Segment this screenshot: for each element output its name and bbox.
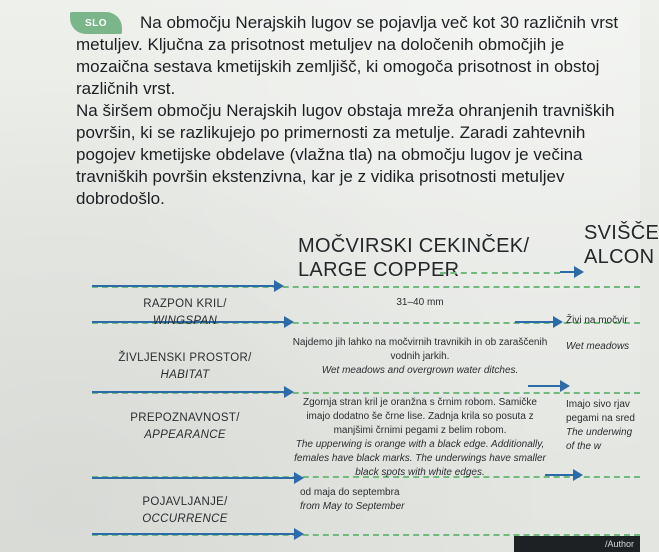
arrow-icon [92, 533, 302, 535]
author-credit: /Author [514, 536, 640, 552]
arrow-icon [560, 271, 582, 273]
arrow-icon [545, 474, 581, 476]
row-label-habitat: ŽIVLJENSKI PROSTOR/ HABITAT [118, 352, 252, 381]
intro-paragraph-1: Na območju Nerajskih lugov se pojavlja več kot 30 različnih vrst metuljev. Ključna za prisotnost metuljev na določenih območjih je mozaična sestava kmetijskih zemljišč, ki omogoča prisotnost in obstoj različnih vrst. [76, 13, 619, 98]
cell-wingspan-large-copper: 31–40 mm [396, 297, 444, 308]
arrow-icon [92, 477, 302, 479]
row-label-wingspan: RAZPON KRIL/ WINGSPAN [143, 298, 227, 327]
species-name-line1: SVIŠČE [584, 222, 659, 244]
species-header-large-copper [298, 234, 529, 282]
species-name-line1: MOČVIRSKI CEKINČEK/ [298, 235, 530, 257]
cell-habitat-large-copper: Najdemo jih lahko na močvirnih travnikih in ob zaraščenih vodnih jarkih. Wet meadows and overgrown water ditches. [292, 337, 548, 376]
cell-wingspan-alcon: Živi na močvir [566, 315, 628, 326]
arrow-icon [92, 391, 292, 393]
row-divider [440, 272, 560, 274]
species-name-line2: LARGE COPPER [298, 259, 460, 281]
species-name-line2: ALCON [584, 246, 655, 268]
arrow-icon [528, 385, 568, 387]
row-label-appearance: PREPOZNAVNOST/ APPEARANCE [130, 412, 240, 441]
row-label-occurrence: POJAVLJANJE/ OCCURRENCE [142, 496, 228, 525]
cell-appearance-large-copper: Zgornja stran kril je oranžna s črnim robom. Samičke imajo dodatno še črne lise. Zadnja krila so posuta z manjšimi črnimi pegami z belim robom. The upperwing is orange with a black edge. Additionally, females have black marks. The underwings have smaller black spots with white edges. [294, 397, 546, 478]
species-header-alcon [584, 221, 659, 269]
arrow-icon [515, 321, 561, 323]
arrow-icon [92, 285, 282, 287]
cell-habitat-alcon: Wet meadows [566, 341, 630, 352]
cell-appearance-alcon: Imajo sivo rjav pegami na sred The underwing of the w [566, 399, 635, 452]
cell-occurrence-large-copper: od maja do septembra from May to September [300, 487, 405, 512]
intro-paragraph-2: Na širšem območju Nerajskih lugov obstaja mreža ohranjenih travniških površin, ki se razlikujejo po primernosti za metulje. Zaradi zahtevnih pogojev kmetijske obdelave (vlažna tla) na območju lugov je večina travniških površin ekstenzivna, kar je z vidika prisotnosti metuljev dobrodošlo. [76, 101, 615, 208]
language-leaf-tag: SLO [70, 12, 122, 34]
